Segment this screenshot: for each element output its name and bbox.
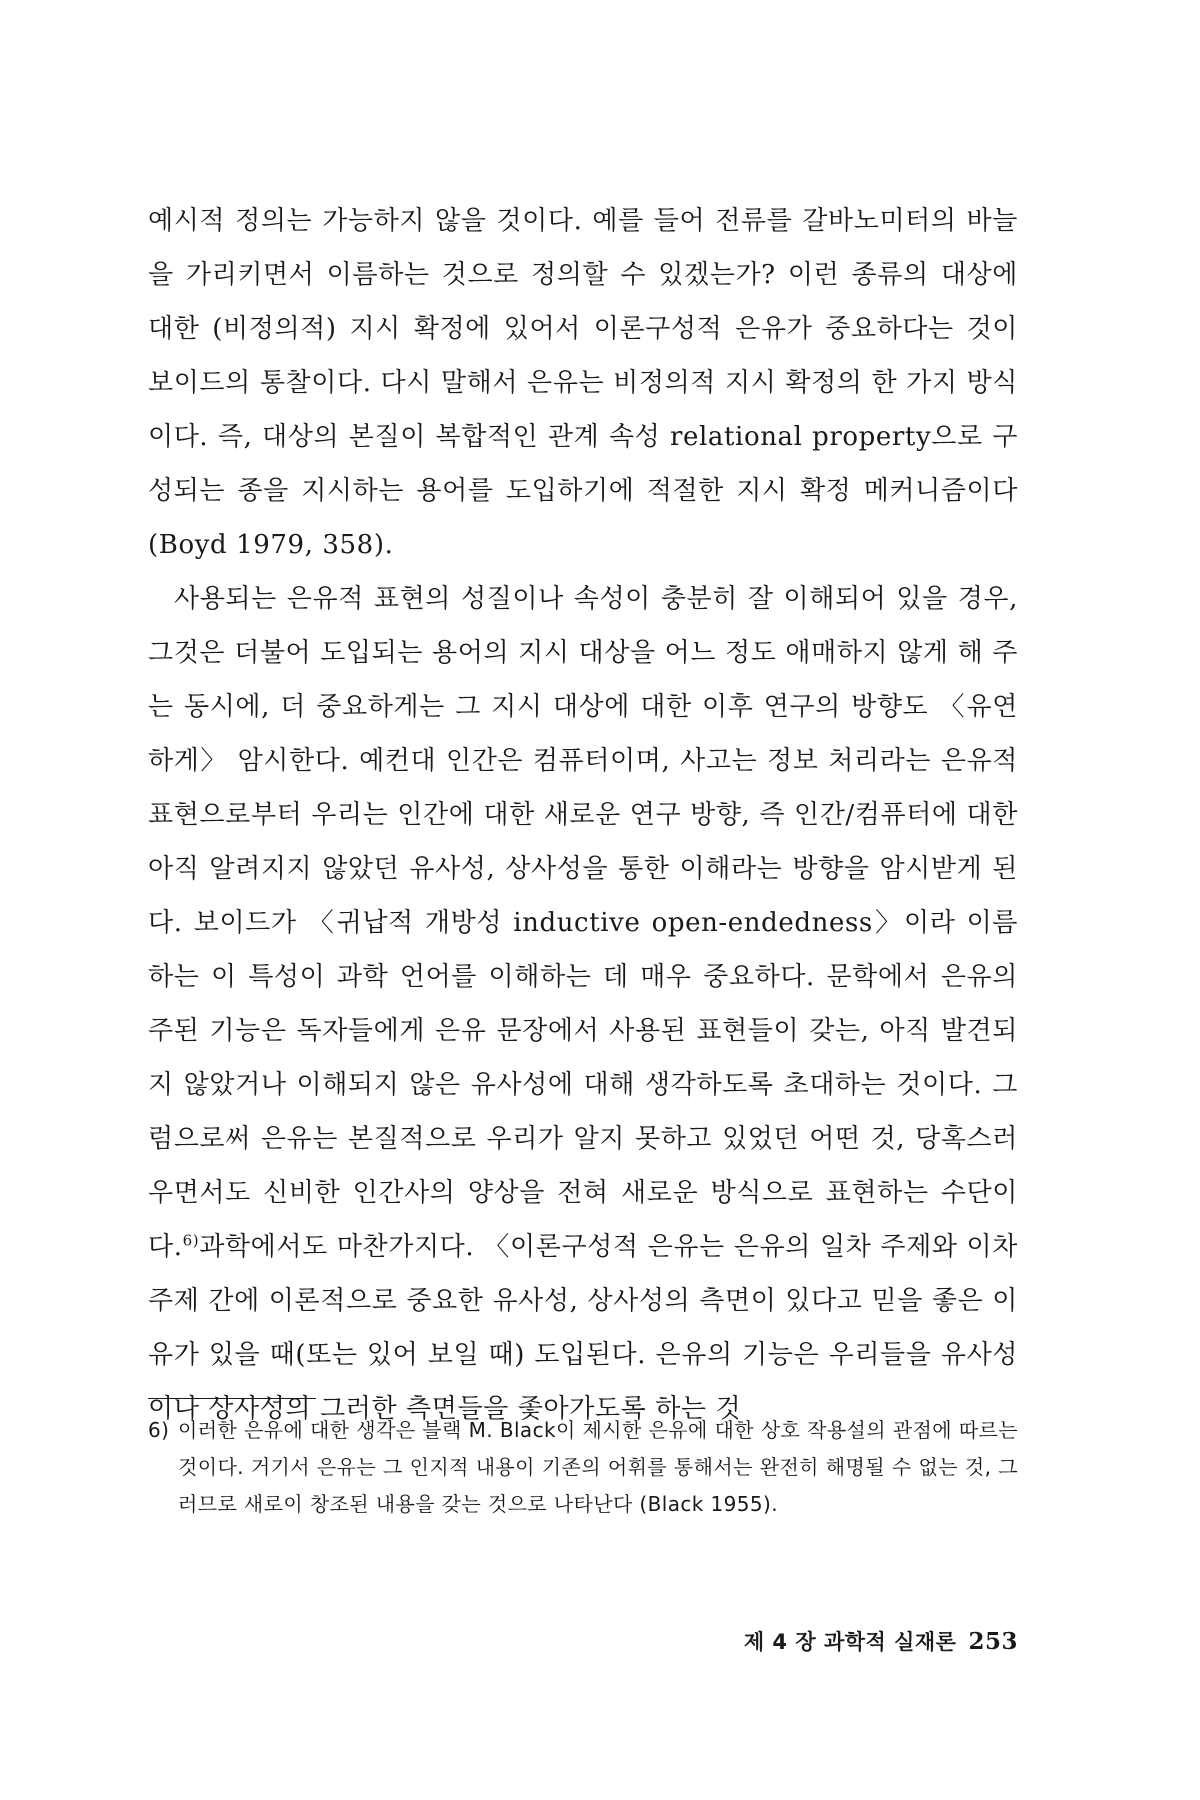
paragraph-text: 사용되는 은유적 표현의 성질이나 속성이 충분히 잘 이해되어 있을 경우, 그것은 더불어 도입되는 용어의 지시 대상을 어느 정도 애매하지 않게 해 주는 동시에, 더 중요하게는 그 지시 대상에 대한 이후 연구의 방향도 〈유연하게〉 암시한다. 예컨대 인간은 컴퓨터이며, 사고는 정보 처리라는 은유적 표현으로부터 우리는 인간에 대한 새로운 연구 방향, 즉 인간/컴퓨터에 대한 아직 알려지지 않았던 유사성, 상사성을 통한 이해라는 방향을 암시받게 된다. 보이드가 〈귀납적 개방성 inductive open-endedness〉이라 이름하는 이 특성이 과학 언어를 이해하는 데 매우 중요하다. 문학에서 은유의 주된 기능은 독자들에게 은유 문장에서 사용된 표현들이 갖는, 아직 발견되지 않았거나 이해되지 않은 유사성에 대해 생각하도록 초대하는 것이다. 그럼으로써 은유는 본질적으로 우리가 알지 못하고 있었던 어떤 것, 당혹스러우면서도 신비한 인간사의 양상을 전혀 새로운 방식으로 표현하는 수단이다.	[148, 584, 1018, 1262]
footnote-number: 6)	[148, 1418, 170, 1442]
page-number: 253	[968, 1628, 1018, 1655]
paragraph-text: 과학에서도 마찬가지다. 〈이론구성적 은유는 은유의 일차 주제와 이차 주제 간에 이론적으로 중요한 유사성, 상사성의 측면이 있다고 믿을 좋은 이유가 있을 때(또는 있어 보일 때) 도입된다. 은유의 기능은 우리들을 유사성이나 상사성의 그러한 측면들을 좇아가도록 하는 것	[148, 1232, 1018, 1424]
chapter-title: 제 4 장 과학적 실재론	[743, 1630, 957, 1654]
paragraph	[148, 572, 1018, 1436]
footnote	[148, 1412, 1018, 1523]
footnote-divider	[148, 1398, 316, 1399]
footnote-marker[interactable]: 6)	[182, 1231, 200, 1250]
main-text	[148, 194, 1018, 1436]
running-footer	[744, 1626, 1018, 1656]
paragraph: 예시적 정의는 가능하지 않을 것이다. 예를 들어 전류를 갈바노미터의 바늘을 가리키면서 이름하는 것으로 정의할 수 있겠는가? 이런 종류의 대상에 대한 (비정의적) 지시 확정에 있어서 이론구성적 은유가 중요하다는 것이 보이드의 통찰이다. 다시 말해서 은유는 비정의적 지시 확정의 한 가지 방식이다. 즉, 대상의 본질이 복합적인 관계 속성 relational property으로 구성되는 종을 지시하는 용어를 도입하기에 적절한 지시 확정 메커니즘이다(Boyd 1979, 358).	[148, 206, 1018, 560]
footnote-text: 이러한 은유에 대한 생각은 블랙 M. Black이 제시한 은유에 대한 상호 작용설의 관점에 따르는 것이다. 거기서 은유는 그 인지적 내용이 기존의 어휘를 통해서는 완전히 해명될 수 없는 것, 그러므로 새로이 창조된 내용을 갖는 것으로 나타난다 (Black 1955).	[178, 1418, 1018, 1516]
